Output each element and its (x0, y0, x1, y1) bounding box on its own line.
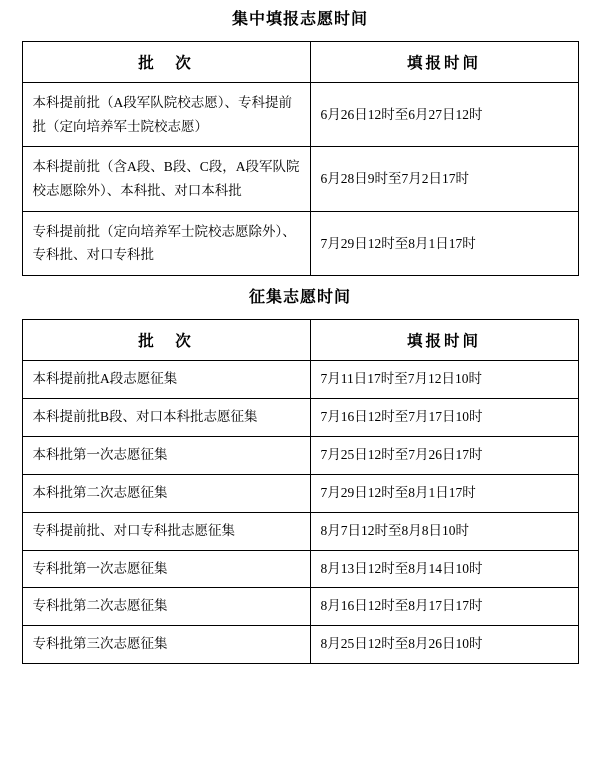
table-row (22, 147, 578, 211)
cell-time: 8月7日12时至8月8日10时 (310, 512, 578, 550)
cell-batch: 专科批第一次志愿征集 (22, 550, 310, 588)
column-header-time: 填报时间 (310, 42, 578, 83)
cell-time: 6月26日12时至6月27日12时 (310, 83, 578, 147)
cell-time: 7月16日12时至7月17日10时 (310, 399, 578, 437)
table-row (22, 361, 578, 399)
cell-batch: 本科批第二次志愿征集 (22, 474, 310, 512)
cell-time: 6月28日9时至7月2日17时 (310, 147, 578, 211)
column-header-batch: 批 次 (22, 320, 310, 361)
table-header-row (22, 320, 578, 361)
cell-time: 7月29日12时至8月1日17时 (310, 211, 578, 275)
table-row (22, 512, 578, 550)
solicited-application-table (22, 319, 579, 664)
cell-time: 8月13日12时至8月14日10时 (310, 550, 578, 588)
cell-batch: 本科提前批A段志愿征集 (22, 361, 310, 399)
cell-batch: 专科提前批、对口专科批志愿征集 (22, 512, 310, 550)
cell-time: 7月25日12时至7月26日17时 (310, 436, 578, 474)
table-row (22, 399, 578, 437)
section-title-concentrated-application: 集中填报志愿时间 (231, 11, 368, 28)
cell-time: 8月25日12时至8月26日10时 (310, 626, 578, 664)
table-row (22, 550, 578, 588)
table-row (22, 211, 578, 275)
table-row (22, 474, 578, 512)
table-row (22, 626, 578, 664)
cell-batch: 专科批第三次志愿征集 (22, 626, 310, 664)
cell-time: 8月16日12时至8月17日17时 (310, 588, 578, 626)
table-header-row (22, 42, 578, 83)
column-header-time: 填报时间 (310, 320, 578, 361)
document-page (0, 10, 600, 782)
table-row (22, 588, 578, 626)
section-title-solicited-application: 征集志愿时间 (248, 288, 351, 306)
concentrated-application-table (22, 41, 579, 276)
table-row (22, 436, 578, 474)
cell-batch: 本科提前批（含A段、B段、C段，A段军队院校志愿除外）、本科批、对口本科批 (22, 147, 310, 211)
column-header-batch: 批 次 (22, 42, 310, 83)
cell-time: 7月29日12时至8月1日17时 (310, 474, 578, 512)
cell-time: 7月11日17时至7月12日10时 (310, 361, 578, 399)
cell-batch: 本科提前批（A段军队院校志愿）、专科提前批（定向培养军士院校志愿） (22, 83, 310, 147)
table-row (22, 83, 578, 147)
cell-batch: 本科批第一次志愿征集 (22, 436, 310, 474)
cell-batch: 专科提前批（定向培养军士院校志愿除外）、专科批、对口专科批 (22, 211, 310, 275)
cell-batch: 专科批第二次志愿征集 (22, 588, 310, 626)
cell-batch: 本科提前批B段、对口本科批志愿征集 (22, 399, 310, 437)
